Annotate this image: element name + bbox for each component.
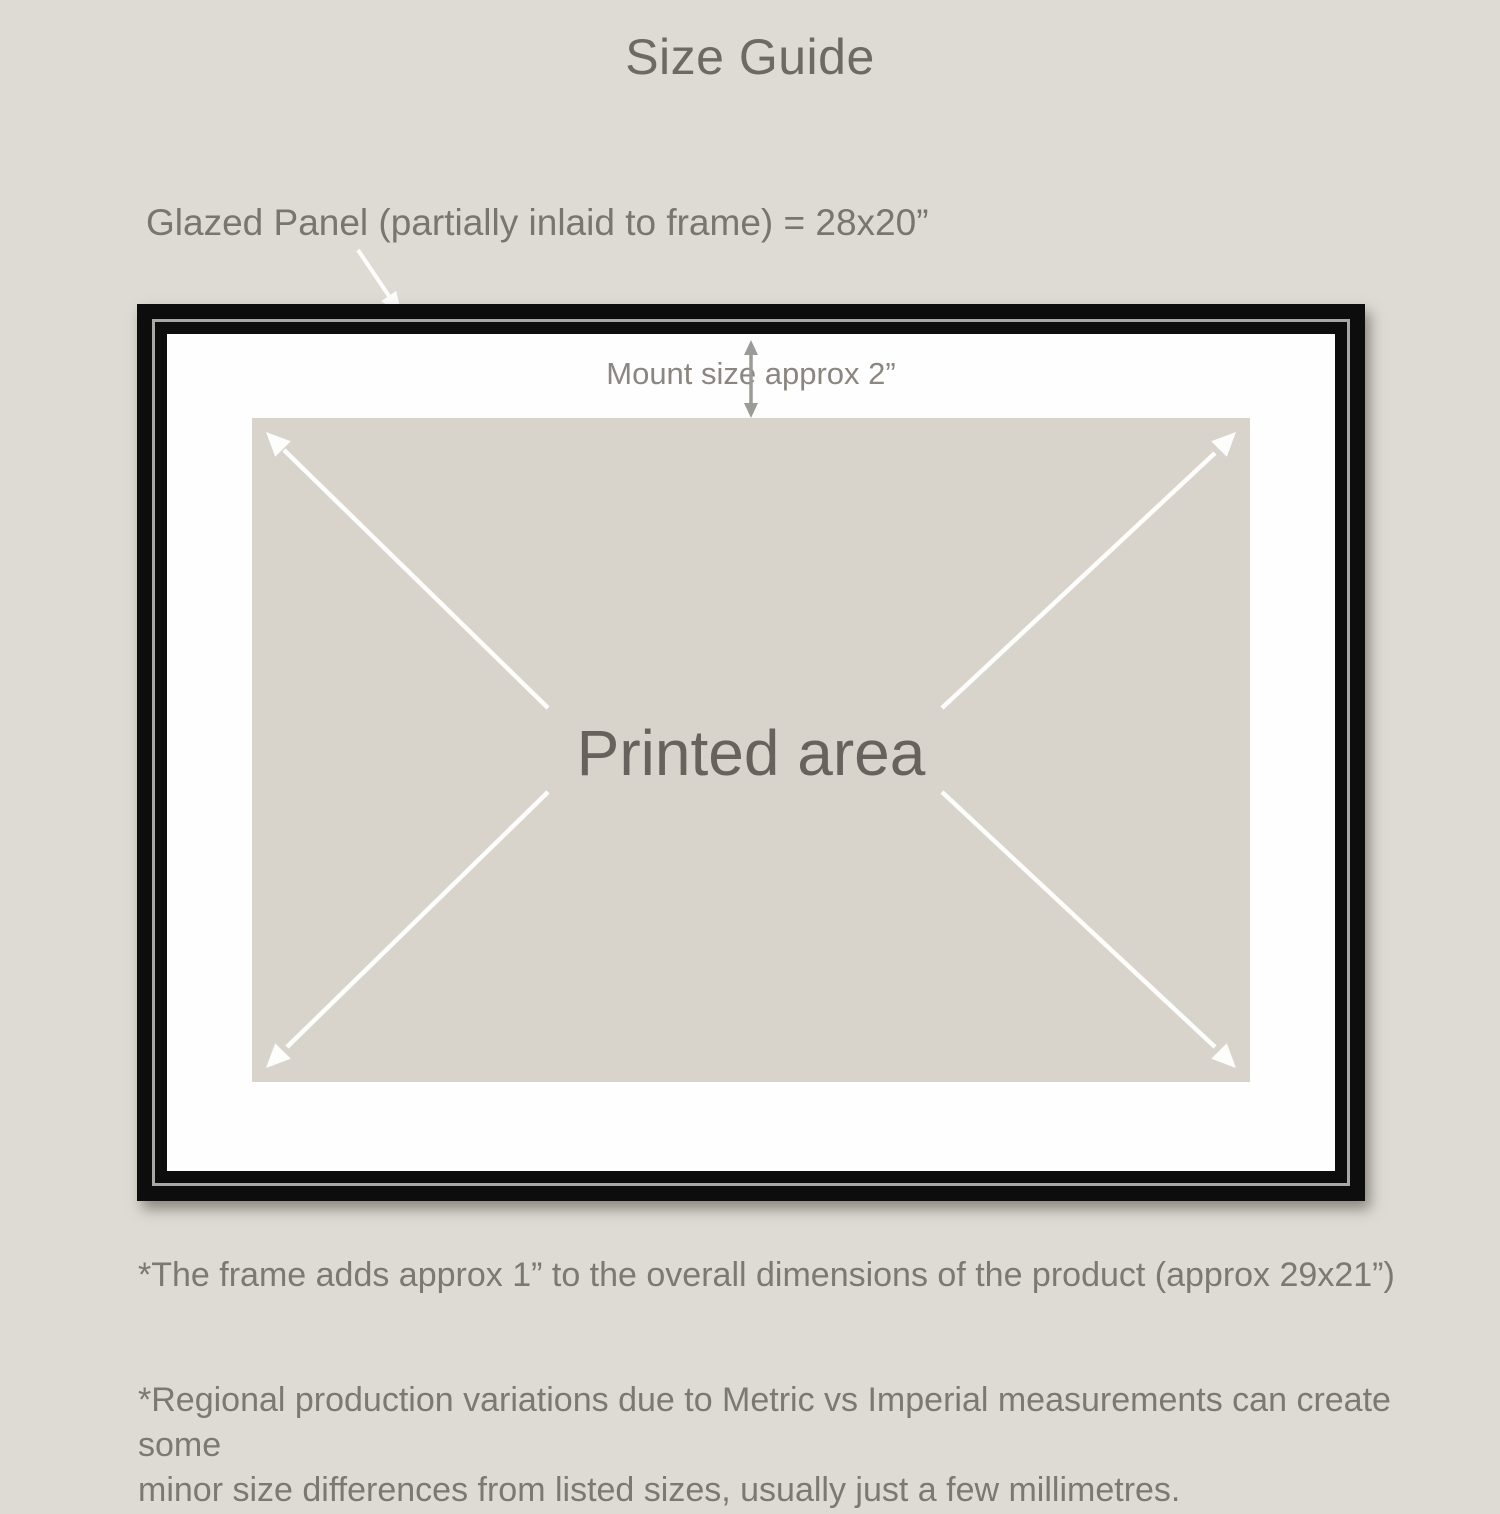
mount-size-label: Mount size approx 2” xyxy=(606,356,896,391)
regional-note-line-1: *Regional production variations due to Metric vs Imperial measurements can create some xyxy=(138,1381,1391,1465)
glazed-panel-label: Glazed Panel (partially inlaid to frame) = 28x20” xyxy=(146,202,929,243)
mount-board xyxy=(167,334,1335,1171)
regional-variations-note xyxy=(138,1378,1468,1514)
regional-note-line-2: minor size differences from listed sizes, usually just a few millimetres. xyxy=(138,1471,1181,1510)
printed-area-label: Printed area xyxy=(576,717,926,789)
frame-dimensions-note: *The frame adds approx 1” to the overall dimensions of the product (approx 29x21”) xyxy=(138,1256,1395,1294)
frame-silver-fillet xyxy=(152,319,1350,1186)
printed-area xyxy=(252,418,1250,1082)
page-title: Size Guide xyxy=(625,29,875,85)
frame-inner-edge xyxy=(155,322,1347,1183)
picture-frame xyxy=(137,304,1365,1201)
